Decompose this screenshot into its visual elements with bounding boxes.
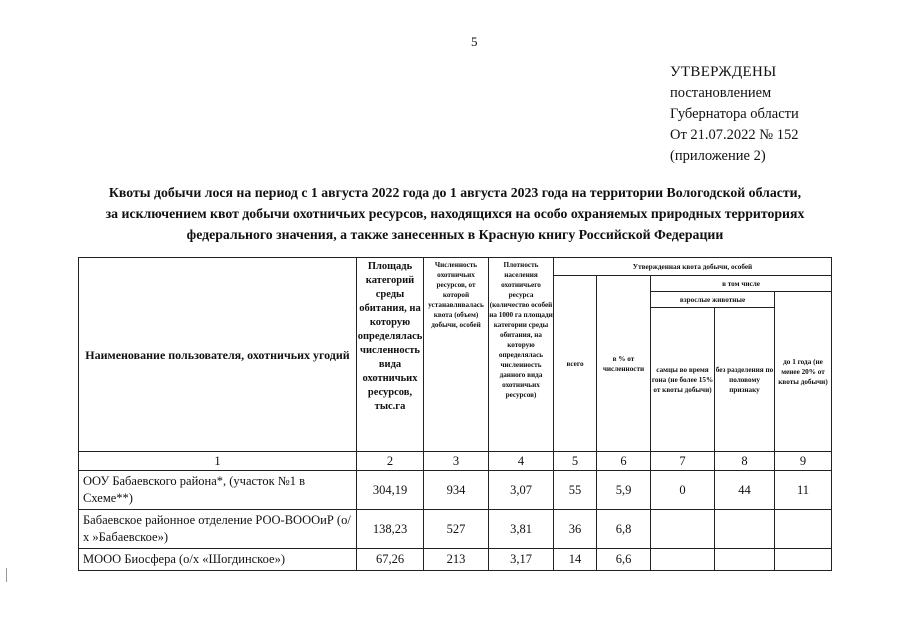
- cell-total: 14: [554, 549, 597, 571]
- cell-no-sex: [715, 510, 775, 549]
- cell-area: 67,26: [357, 549, 424, 571]
- column-number: 8: [715, 452, 775, 471]
- header-total: всего: [554, 276, 597, 452]
- header-males: самцы во время гона (не более 15% от квоты добычи): [651, 308, 715, 452]
- table-row: [79, 510, 832, 549]
- cell-density: 3,07: [489, 471, 554, 510]
- cell-no-sex: [715, 549, 775, 571]
- cell-name: Бабаевское районное отделение РОО-ВОООиР (о/х »Бабаевское»): [79, 510, 357, 549]
- cell-total: 36: [554, 510, 597, 549]
- cell-males: 0: [651, 471, 715, 510]
- column-number: 9: [775, 452, 832, 471]
- cell-name: ООУ Бабаевского района*, (участок №1 в Схеме**): [79, 471, 357, 510]
- approval-line-1: УТВЕРЖДЕНЫ: [670, 64, 777, 80]
- document-title: [60, 182, 850, 245]
- column-number-row: [79, 452, 832, 471]
- cell-young: 11: [775, 471, 832, 510]
- header-density: Плотность населения охотничьего ресурса (количество особей на 1000 га площади категории среды обитания, на которую определялась численность данного вида охотничьих ресурсов): [489, 258, 554, 452]
- cell-males: [651, 510, 715, 549]
- column-number: 1: [79, 452, 357, 471]
- column-number: 3: [424, 452, 489, 471]
- cell-percent: 5,9: [597, 471, 651, 510]
- header-name: Наименование пользователя, охотничьих угодий: [79, 258, 357, 452]
- column-number: 6: [597, 452, 651, 471]
- cell-percent: 6,6: [597, 549, 651, 571]
- cell-density: 3,17: [489, 549, 554, 571]
- approval-line-2: постановлением: [670, 85, 772, 101]
- header-young: до 1 года (не менее 20% от квоты добычи): [775, 292, 832, 452]
- cell-density: 3,81: [489, 510, 554, 549]
- header-adults: взрослые животные: [651, 292, 775, 308]
- cell-percent: 6,8: [597, 510, 651, 549]
- cell-young: [775, 549, 832, 571]
- title-line-3: федерального значения, а также занесенных в Красную книгу Российской Федерации: [186, 227, 724, 242]
- page-number: 5: [471, 34, 478, 49]
- cell-area: 138,23: [357, 510, 424, 549]
- header-percent: в % от численности: [597, 276, 651, 452]
- header-including: в том числе: [651, 276, 832, 292]
- cell-count: 934: [424, 471, 489, 510]
- cell-males: [651, 549, 715, 571]
- header-quota: Утвержденная квота добычи, особей: [554, 258, 832, 276]
- approval-line-3: Губернатора области: [670, 106, 799, 122]
- column-number: 7: [651, 452, 715, 471]
- table-row: [79, 549, 832, 571]
- cell-area: 304,19: [357, 471, 424, 510]
- header-no-sex: без разделения по половому признаку: [715, 308, 775, 452]
- cell-young: [775, 510, 832, 549]
- cell-total: 55: [554, 471, 597, 510]
- title-line-2: за исключением квот добычи охотничьих ресурсов, находящихся на особо охраняемых природных территориях: [105, 206, 805, 221]
- column-number: 4: [489, 452, 554, 471]
- header-area: Площадь категорий среды обитания, на которую определялась численность вида охотничьих ресурсов, тыс.га: [357, 258, 424, 452]
- cell-no-sex: 44: [715, 471, 775, 510]
- quota-table: [78, 257, 832, 571]
- approval-line-4: От 21.07.2022 № 152: [670, 127, 799, 143]
- cell-count: 527: [424, 510, 489, 549]
- approval-block: [670, 62, 799, 167]
- table-row: [79, 471, 832, 510]
- scan-margin-mark: [6, 568, 12, 582]
- header-count: Численность охотничьих ресурсов, от которой устанавливалась квота (объем) добычи, особей: [424, 258, 489, 452]
- cell-count: 213: [424, 549, 489, 571]
- approval-line-5: (приложение 2): [670, 148, 766, 164]
- title-line-1: Квоты добычи лося на период с 1 августа 2022 года до 1 августа 2023 года на территории Вологодской области,: [108, 185, 802, 200]
- column-number: 5: [554, 452, 597, 471]
- column-number: 2: [357, 452, 424, 471]
- cell-name: МООО Биосфера (о/х «Шогдинское»): [79, 549, 357, 571]
